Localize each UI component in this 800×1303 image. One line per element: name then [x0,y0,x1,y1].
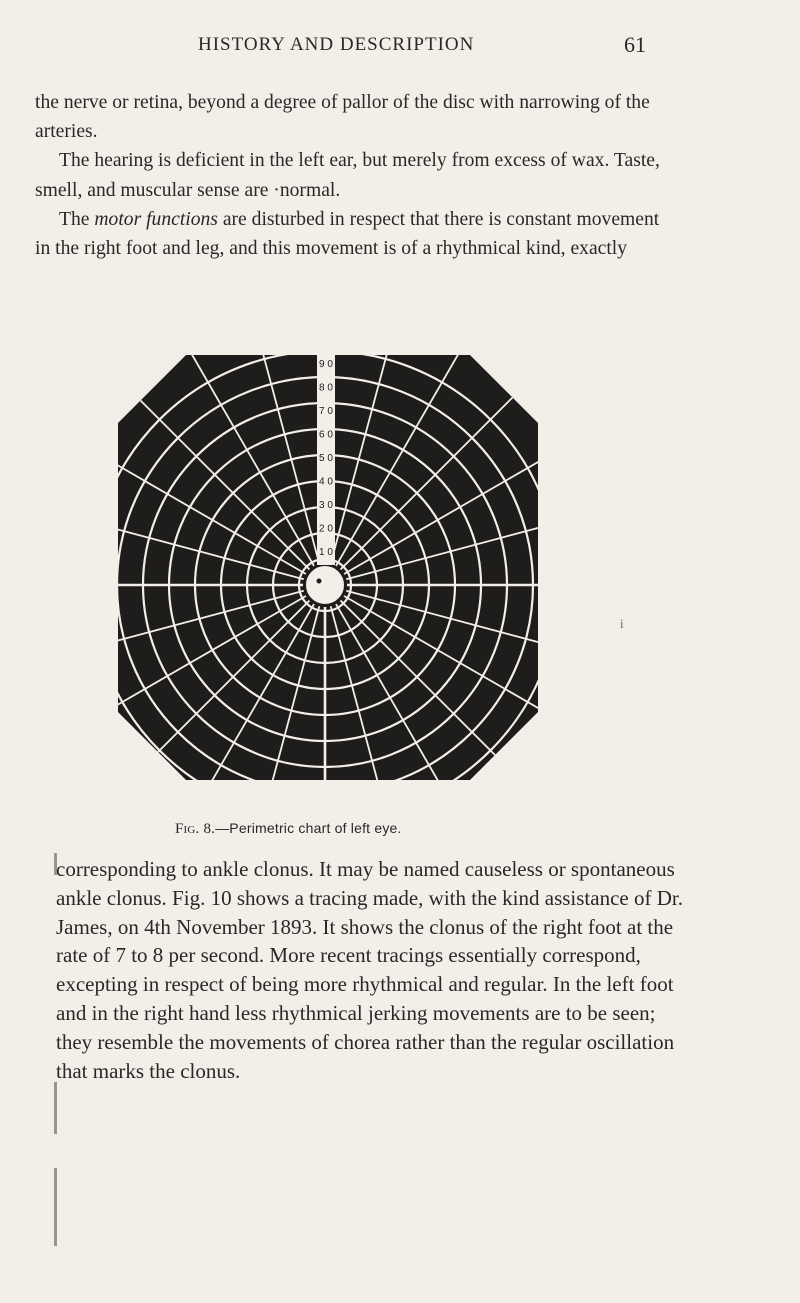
scale-label: 5 0 [319,453,333,464]
scale-label: 4 0 [319,476,333,488]
margin-shadow-mark [54,1168,57,1246]
paragraph-motor [35,205,660,263]
scale-label: 3 0 [319,500,333,511]
stray-mark: i [620,616,624,631]
scale-label: 6 0 [319,429,333,441]
fixation-disc [305,565,345,605]
paragraph-motor-start: The [59,208,95,230]
figure-caption-text: —Perimetric chart of left eye. [215,820,402,836]
motor-functions-emphasis: motor functions [94,208,218,230]
top-text-block [35,88,660,263]
scale-label: 8 0 [319,382,333,394]
running-title: HISTORY AND DESCRIPTION [198,34,475,55]
scale-label: 1 0 [319,547,333,558]
perimetric-chart [118,355,538,780]
margin-shadow-mark [54,1082,57,1134]
scale-label: 7 0 [319,406,333,417]
paragraph-clonus: corresponding to ankle clonus. It may be named causeless or spontaneous ankle clonus. Fig. 10 shows a tracing made, with the kind assistance of Dr. James, on 4th November 1893. It shows the clonus of the right foot at the rate of 7 to 8 per second. More recent tracings essentially correspond, excepting in respect of being more rhythmical and regular. In the left foot and in the right hand less rhythmical jerking movements are to be seen; they resemble the movements of chorea rather than the regular oscillation that marks the clonus. [56,857,683,1083]
paragraph-continued: the nerve or retina, beyond a degree of pallor of the disc with narrowing of the arteries. [35,92,650,143]
scale-label: 9 0 [319,359,333,370]
scale-label: 2 0 [319,523,333,535]
page-number: 61 [624,32,646,57]
figure-caption-label: Fig. 8. [175,821,216,837]
paragraph-hearing: The hearing is deficient in the left ear, but merely from excess of wax. Taste, smell, and muscular sense are ·normal. [35,150,660,201]
perimetric-chart-figure [118,355,538,780]
fixation-point [317,579,322,584]
running-header [0,30,800,64]
figure-caption [175,820,402,838]
paragraph-motor-rest: are disturbed in respect that there is constant movement in the right foot and leg, and this movement is of a rhythmical kind, exactly [35,208,660,260]
bottom-text-block [56,855,686,1085]
